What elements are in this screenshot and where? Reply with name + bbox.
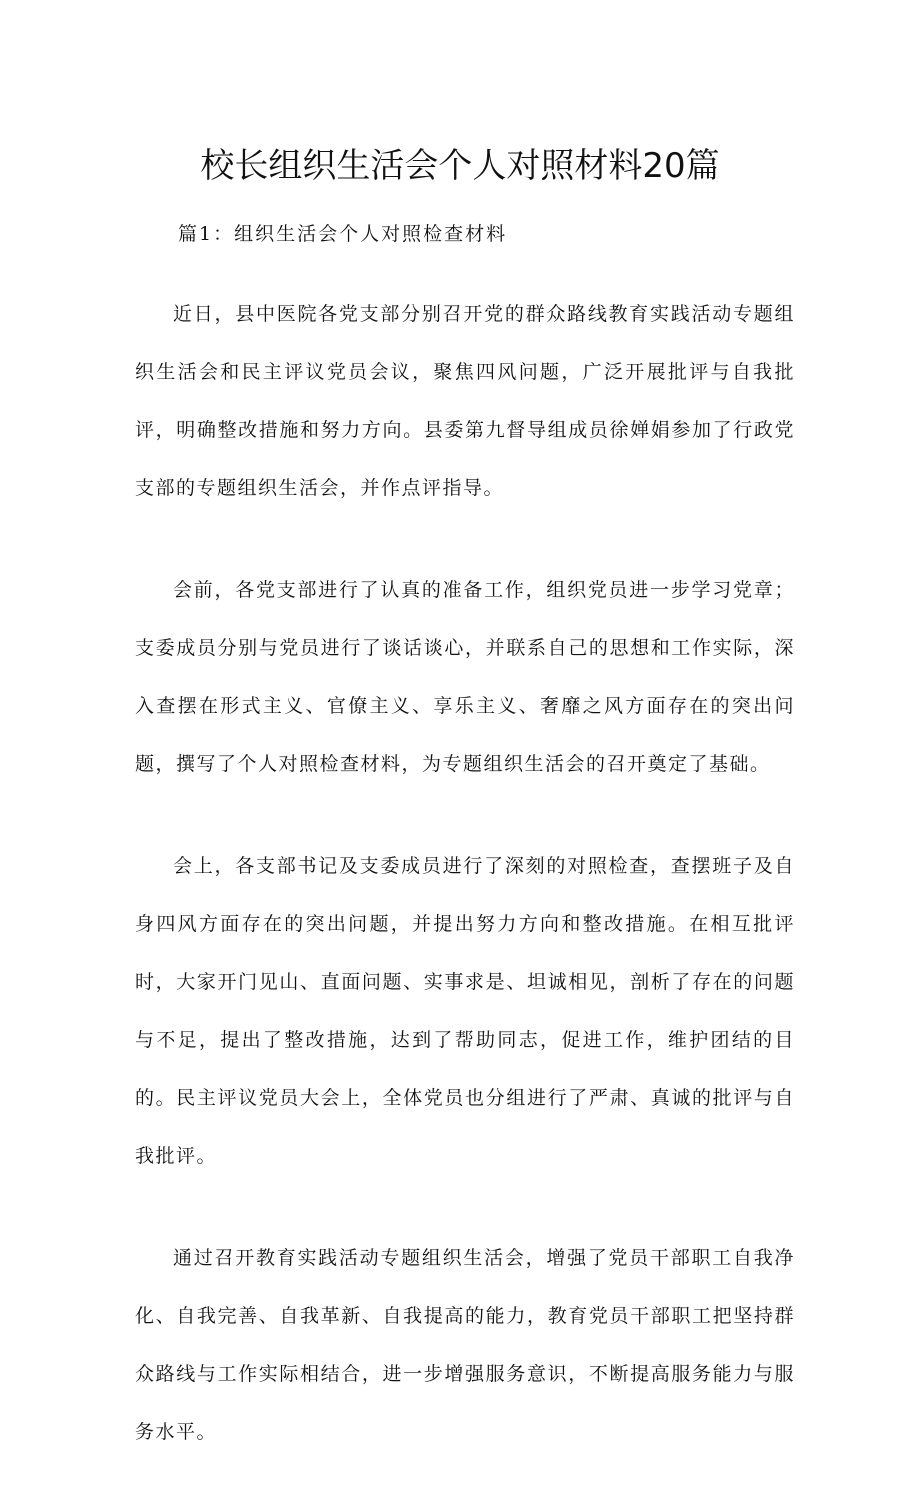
document-title: 校长组织生活会个人对照材料20篇 — [200, 146, 720, 186]
paragraph: 通过召开教育实践活动专题组织生活会，增强了党员干部职工自我净化、自我完善、自我革新、自我提高的能力，教育党员干部职工把坚持群众路线与工作实际相结合，进一步增强服务意识，不断提高服务能力与服务水平。 — [135, 1247, 795, 1443]
paragraph: 近日，县中医院各党支部分别召开党的群众路线教育实践活动专题组织生活会和民主评议党员会议，聚焦四风问题，广泛开展批评与自我批评，明确整改措施和努力方向。县委第九督导组成员徐婵娟参加了行政党支部的专题组织生活会，并作点评指导。 — [135, 303, 795, 499]
paragraph: 会上，各支部书记及支委成员进行了深刻的对照检查，查摆班子及自身四风方面存在的突出问题，并提出努力方向和整改措施。在相互批评时，大家开门见山、直面问题、实事求是、坦诚相见，剖析了存在的问题与不足，提出了整改措施，达到了帮助同志，促进工作，维护团结的目的。民主评议党员大会上，全体党员也分组进行了严肃、真诚的批评与自我批评。 — [135, 855, 795, 1167]
paragraph: 会前，各党支部进行了认真的准备工作，组织党员进一步学习党章；支委成员分别与党员进行了谈话谈心，并联系自己的思想和工作实际，深入查摆在形式主义、官僚主义、享乐主义、奢靡之风方面存在的突出问题，撰写了个人对照检查材料，为专题组织生活会的召开奠定了基础。 — [135, 579, 795, 775]
section-heading: 篇1：组织生活会个人对照检查材料 — [178, 223, 508, 245]
document-body — [135, 285, 795, 1505]
